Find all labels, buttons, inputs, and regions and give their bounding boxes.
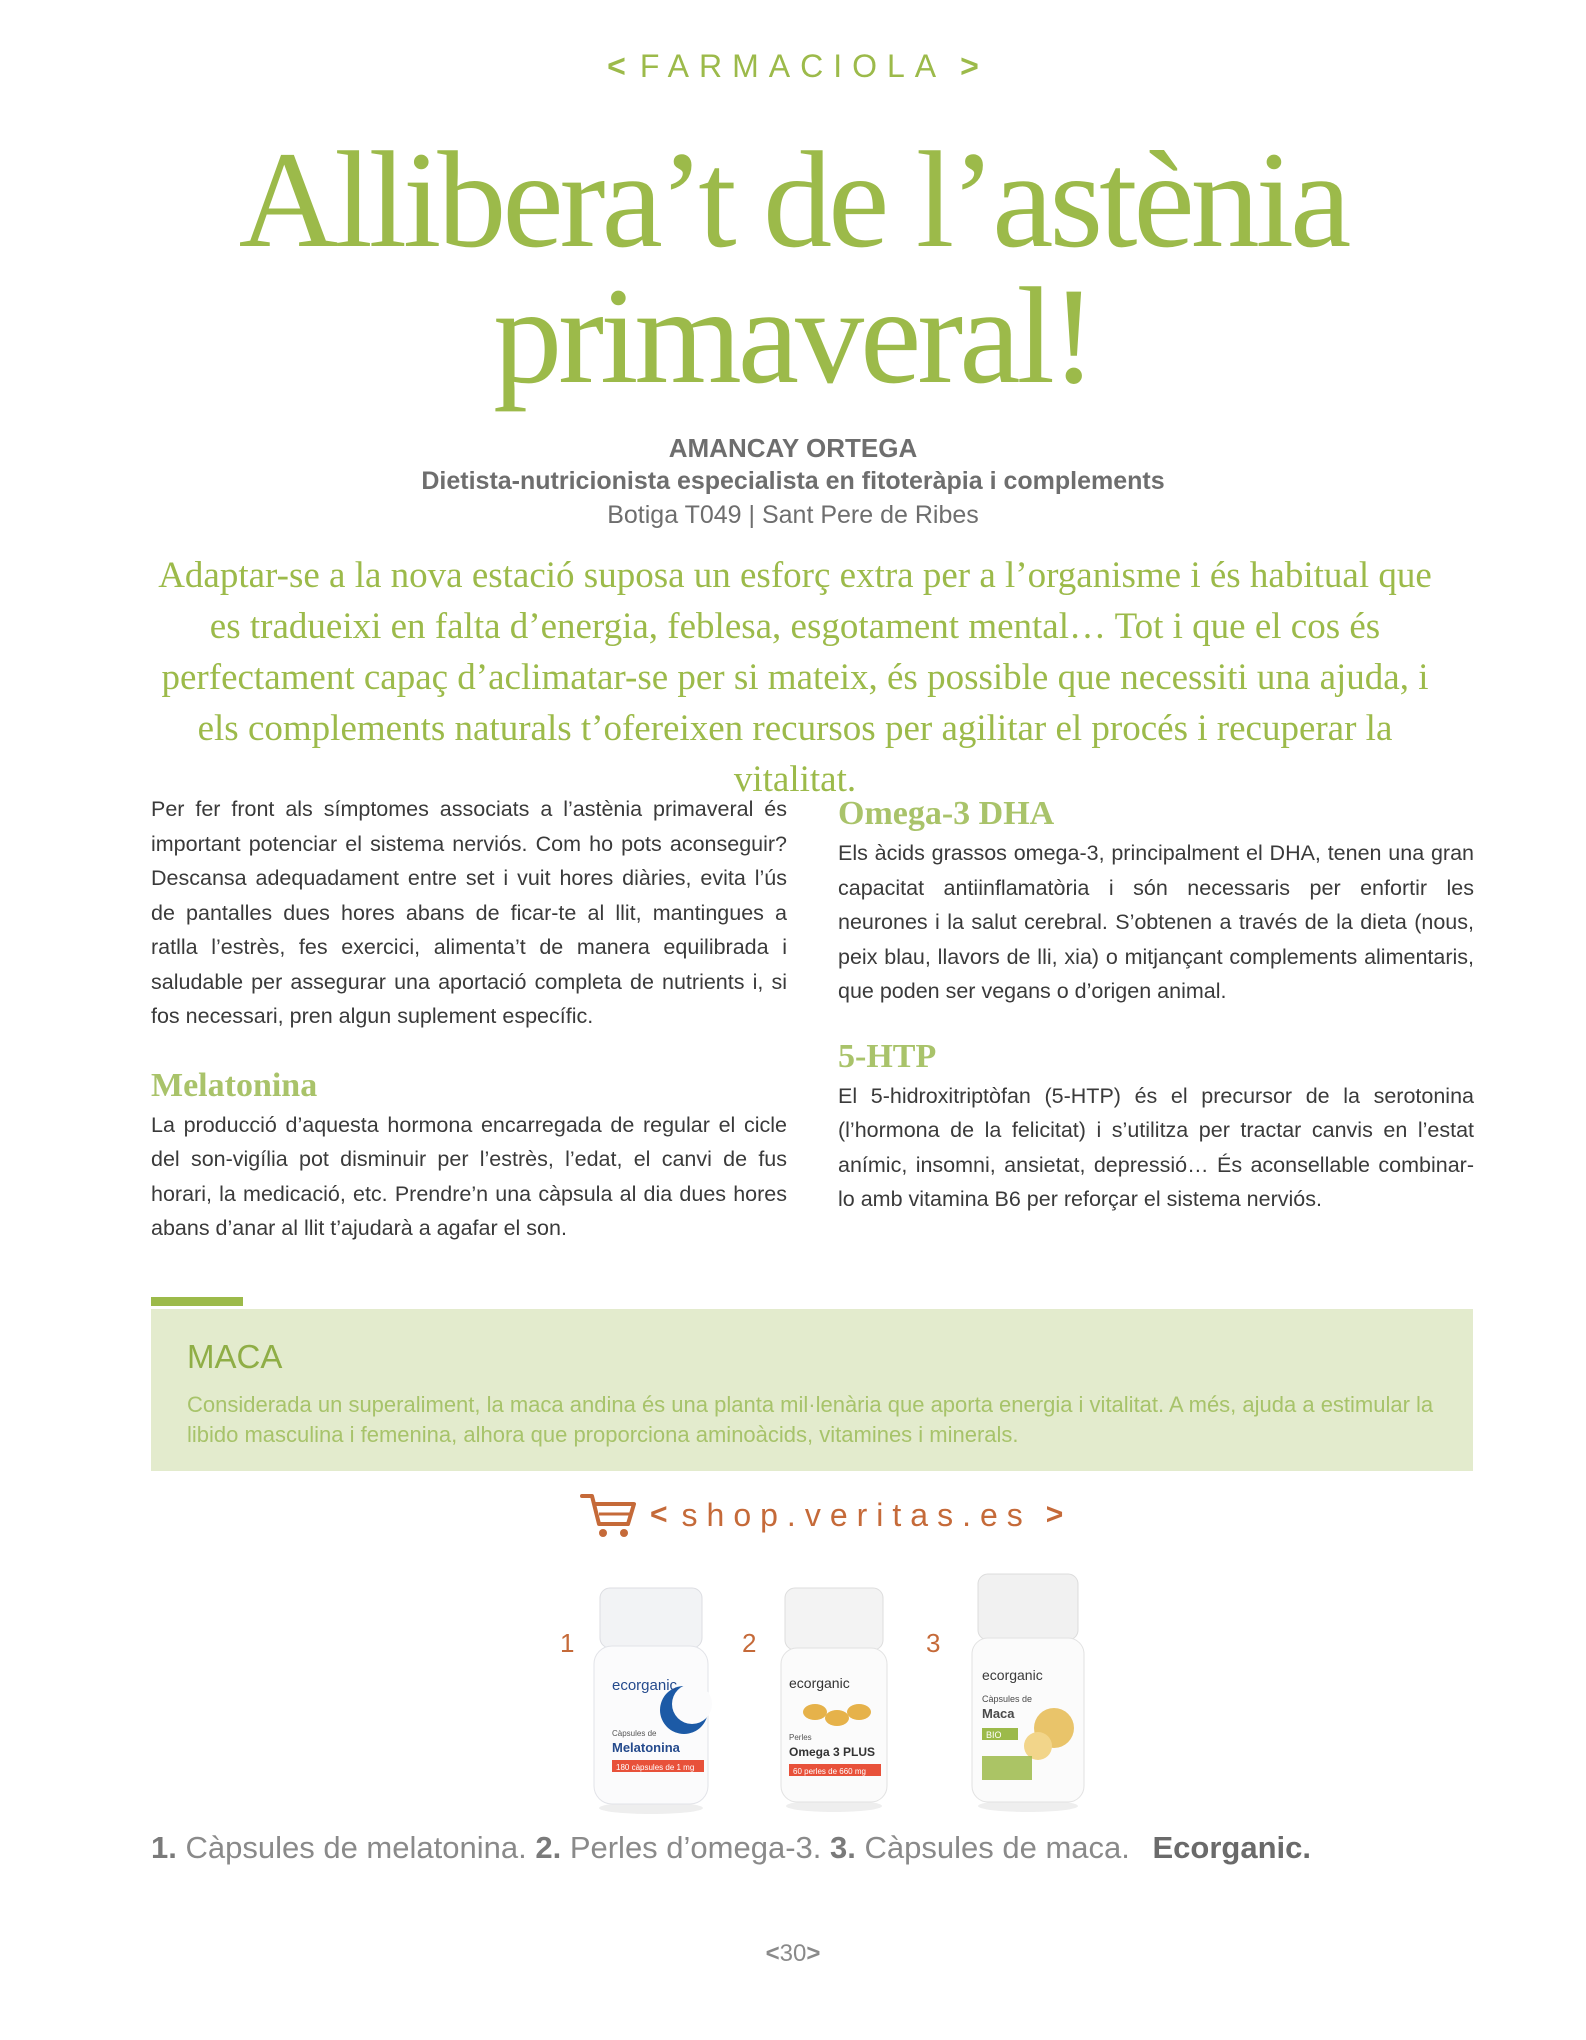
htp-paragraph: El 5-hidroxitriptòfan (5-HTP) és el precursor de la serotonina (l’hormona de la felicitat) i s’utilitza per tractar canvis en l’estat anímic, insomni, ansietat, depressió… És aconsellable combinar-lo amb vitamina B6 per reforçar el sistema nerviós. (838, 1083, 1474, 1211)
caption-text-2: Perles d’omega-3. (569, 1830, 822, 1865)
caption-text-1: Càpsules de melatonina. (185, 1830, 527, 1865)
product-2-number: 2 (742, 1628, 757, 1658)
lead-paragraph: Adaptar-se a la nova estació suposa un esforç extra per a l’organisme i és habitual que es tradueixi en falta d’energia, feblesa, esgotament mental… Tot i que el cos és perfectament capaç d’aclimatar-se per si mateix, és possible que necessiti una ajuda, i els complements naturals t’ofereixen recursos per agilitar el procés i recuperar la vitalitat. (158, 555, 1432, 800)
caption-number-3: 3. (830, 1830, 856, 1865)
box-accent-strip (151, 1297, 243, 1306)
product-2-brand: ecorganic (789, 1675, 850, 1691)
page-title (0, 123, 1586, 412)
product-1-band: 180 càpsules de 1 mg (616, 1763, 695, 1772)
htp-heading: 5-HTP (838, 1037, 937, 1075)
title-line-1: Allibera’t de l’astènia (238, 123, 1348, 276)
omega-paragraph: Els àcids grassos omega-3, principalment el DHA, tenen una gran capacitat antiinflamatòria i són necessaris per enfortir les neurones i la salut cerebral. S’obtenen a través de la dieta (nous, peix blau, llavors de lli, xia) o mitjançant complements alimentaris, que poden ser vegans o d’origen animal. (838, 841, 1474, 1003)
chevron-left-icon: < (607, 48, 626, 84)
title-line-2: primaveral! (493, 259, 1093, 412)
author-block (0, 432, 1586, 533)
product-1-number: 1 (560, 1628, 575, 1658)
product-3-bottle (966, 1568, 1090, 1814)
caption-number-1: 1. (151, 1830, 177, 1865)
product-3-number: 3 (926, 1628, 941, 1658)
caption-text-3: Càpsules de maca. (864, 1830, 1130, 1865)
product-1-bottle (586, 1580, 716, 1816)
product-1-label-line1: Càpsules de (612, 1729, 657, 1738)
product-2-band: 60 perles de 660 mg (793, 1767, 866, 1776)
product-2-bottle (775, 1582, 893, 1814)
maca-title: MACA (187, 1338, 283, 1375)
shop-chevron-left-icon: < (650, 1498, 668, 1531)
product-3-label-line2: Maca (982, 1706, 1015, 1721)
melatonina-paragraph: La producció d’aquesta hormona encarregada de regular el cicle del son-vigília pot disminuir per l’estrès, l’edat, el canvi de fus horari, la medicació, etc. Prendre’n una càpsula al dia dues hores abans d’anar al llit t’ajudarà a agafar el son. (151, 1112, 787, 1240)
omega-heading: Omega-3 DHA (838, 795, 1055, 832)
left-column (151, 792, 787, 1246)
page-chevron-left-icon: < (765, 1940, 780, 1967)
author-name: AMANCAY ORTEGA (668, 433, 918, 463)
section-tag (0, 48, 1586, 85)
author-shop: Botiga T049 | Sant Pere de Ribes (607, 501, 979, 529)
right-column (838, 792, 1474, 1217)
intro-paragraph: Per fer front als símptomes associats a l’astènia primaveral és important potenciar el sistema nerviós. Com ho pots aconseguir? Descansa adequadament entre set i vuit hores diàries, evita l’ús de pantalles dues hores abans de ficar-te al llit, mantingues a ratlla l’estrès, fes exercici, alimenta’t de manera equilibrada i saludable per assegurar una aportació completa de nutrients i, si fos necessari, pren algun suplement específic. (151, 797, 787, 1028)
product-3-band: BIO (986, 1730, 1002, 1740)
shop-chevron-right-icon: > (1045, 1498, 1064, 1531)
melatonina-heading: Melatonina (151, 1066, 318, 1104)
section-tag-label: FARMACIOLA (639, 48, 947, 84)
page-chevron-right-icon: > (806, 1940, 821, 1967)
product-2-label-line2: Omega 3 PLUS (789, 1745, 876, 1759)
product-1-brand: ecorganic (612, 1677, 678, 1694)
product-3-label-line1: Càpsules de (982, 1694, 1033, 1704)
caption-brand: Ecorganic. (1152, 1830, 1311, 1865)
product-3-brand: ecorganic (982, 1667, 1043, 1683)
product-caption (151, 1830, 1311, 1866)
shop-link[interactable] (580, 1490, 1077, 1540)
caption-number-2: 2. (535, 1830, 562, 1865)
page-number-value: 30 (779, 1940, 807, 1967)
shop-url[interactable]: shop.veritas.es (681, 1496, 1032, 1533)
product-2-label-line1: Perles (789, 1733, 812, 1742)
author-role: Dietista-nutricionista especialista en fitoteràpia i complements (421, 467, 1165, 495)
shopping-cart-icon (580, 1490, 636, 1540)
product-1-label-line2: Melatonina (612, 1740, 680, 1755)
maca-text: Considerada un superaliment, la maca andina és una planta mil·lenària que aporta energia i vitalitat. A més, ajuda a estimular la libido masculina i femenina, alhora que proporciona aminoàcids, vitamines i minerals. (187, 1392, 1434, 1447)
chevron-right-icon: > (960, 48, 979, 84)
page-number (0, 1940, 1586, 1968)
